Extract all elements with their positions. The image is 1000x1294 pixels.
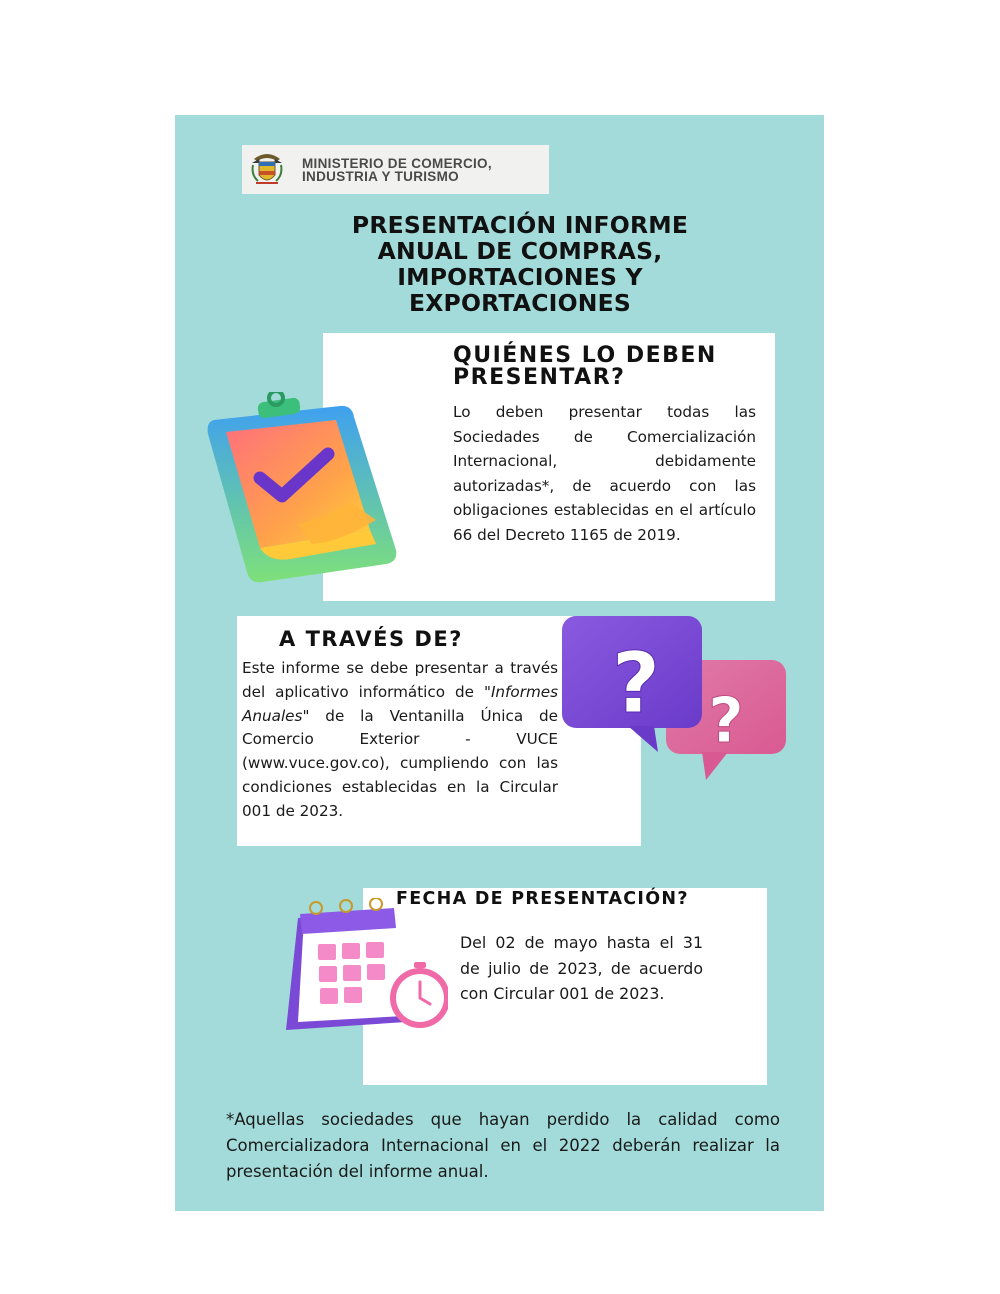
date-heading: FECHA DE PRESENTACIÓN?	[396, 889, 689, 909]
question-bubbles-icon	[558, 612, 790, 784]
through-body-part-1: Este informe se debe presentar a través del aplicativo informático de "	[242, 659, 558, 701]
title-line-4: EXPORTACIONES	[408, 289, 632, 317]
svg-text:?: ?	[708, 684, 744, 757]
date-body: Del 02 de mayo hasta el 31 de julio de 2023, de acuerdo con Circular 001 de 2023.	[460, 933, 703, 1003]
page-title	[300, 212, 740, 316]
clipboard-check-icon	[200, 392, 400, 587]
who-heading-line-2: PRESENTAR?	[453, 365, 626, 390]
svg-text:?: ?	[611, 634, 661, 732]
title-line-3: IMPORTACIONES Y	[397, 263, 643, 291]
through-body-part-2: " de la Ventanilla Única de Comercio Exterior - VUCE (www.vuce.gov.co), cumpliendo con las condiciones establecidas en la Circular 001 de 2023.	[242, 706, 558, 820]
who-body: Lo deben presentar todas las Sociedades de Comercialización Internacional, debidamente autorizadas*, de acuerdo con las obligaciones establecidas en el artículo 66 del Decreto 1165 de 2019.	[453, 403, 756, 544]
ministry-logo	[242, 145, 549, 194]
ministry-line-2: INDUSTRIA Y TURISMO	[302, 168, 459, 184]
ministry-name	[302, 157, 492, 183]
ministry-line-1: MINISTERIO DE COMERCIO,	[302, 155, 492, 171]
coat-of-arms-icon	[242, 145, 292, 194]
through-body	[242, 657, 558, 824]
title-line-2: ANUAL DE COMPRAS,	[377, 237, 663, 265]
calendar-clock-icon	[280, 898, 448, 1040]
through-heading: A TRAVÉS DE?	[279, 627, 463, 651]
who-heading-line-1: QUIÉNES LO DEBEN	[453, 343, 717, 368]
footnote: *Aquellas sociedades que hayan perdido la calidad como Comercializadora Internacional en el 2022 deberán realizar la presentación del informe anual.	[226, 1110, 780, 1181]
title-line-1: PRESENTACIÓN INFORME	[351, 211, 689, 239]
through-body-italic: Informes Anuales	[242, 682, 558, 725]
who-heading	[453, 345, 773, 389]
